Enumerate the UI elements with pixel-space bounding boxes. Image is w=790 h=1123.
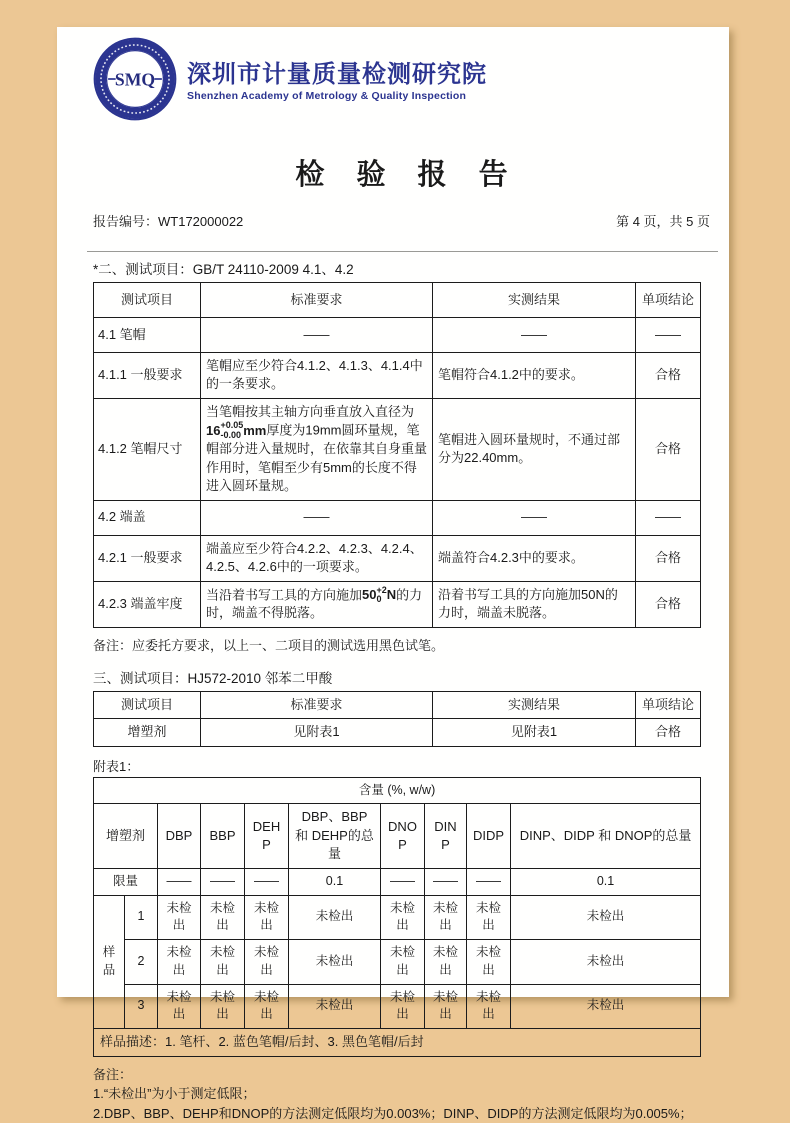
limit-value: —— (245, 868, 289, 895)
cell-result: 端盖符合4.2.3中的要求。 (433, 535, 636, 581)
report-meta (93, 211, 710, 230)
col-header-dehp: DEHP (245, 804, 289, 868)
tolerance-50n: 50 +2 0 N (362, 584, 397, 604)
sample-value: 未检出 (425, 940, 467, 985)
sample-value: 未检出 (381, 895, 425, 940)
cell-result: 笔帽符合4.1.2中的要求。 (433, 353, 636, 399)
footnote-1: 1.“未检出”为小于测定低限； (93, 1086, 256, 1102)
sample-description: 样品描述：1. 笔杆、2. 蓝色笔帽/后封、3. 黑色笔帽/后封 (94, 1029, 701, 1056)
org-name-cn: 深圳市计量质量检测研究院 (187, 60, 487, 88)
org-name-en: Shenzhen Academy of Metrology & Quality Inspection (187, 90, 467, 103)
cell-conclusion: 合格 (636, 535, 701, 581)
limit-value: —— (467, 868, 511, 895)
col-header-standard: 标准要求 (201, 691, 433, 718)
cell-result: —— (433, 318, 636, 353)
sample-value: 未检出 (467, 984, 511, 1029)
limit-value: —— (425, 868, 467, 895)
sample-row (94, 940, 701, 985)
table-row (94, 353, 701, 399)
cell-conclusion: —— (636, 500, 701, 535)
appendix-table (93, 777, 701, 1057)
col-header-didp: DIDP (467, 804, 511, 868)
cell-standard: —— (201, 318, 433, 353)
table-row (94, 398, 701, 500)
cell-result: 见附表1 (433, 719, 636, 746)
footnote-label: 备注： (93, 1066, 133, 1082)
appendix-label: 附表1： (93, 758, 140, 774)
footnotes (93, 1065, 710, 1123)
sample-value: 未检出 (245, 940, 289, 985)
table-row (94, 318, 701, 353)
section2-note: 备注：应委托方要求，以上一、二项目的测试选用黑色试笔。 (93, 637, 445, 653)
cell-item: 4.2 端盖 (94, 500, 201, 535)
limit-value: —— (158, 868, 201, 895)
col-header-dbp-bbp-dehp-sum: DBP、BBP 和 DEHP的总量 (289, 804, 381, 868)
sample-description-row (94, 1029, 701, 1056)
sample-value: 未检出 (511, 940, 701, 985)
col-header-conclusion: 单项结论 (636, 691, 701, 718)
footnote-2: 2.DBP、BBP、DEHP和DNOP的方法测定低限均为0.003%；DINP、DIDP的方法测定低限均为0.005%； (93, 1105, 693, 1121)
sample-value: 未检出 (381, 940, 425, 985)
col-header-standard: 标准要求 (201, 283, 433, 318)
cell-conclusion: —— (636, 318, 701, 353)
col-header-dnop: DNOP (381, 804, 425, 868)
separator-line (87, 251, 718, 252)
cell-item: 4.2.1 一般要求 (94, 535, 201, 581)
limit-value: —— (201, 868, 245, 895)
col-header-result: 实测结果 (433, 691, 636, 718)
cell-conclusion: 合格 (636, 719, 701, 746)
cell-standard: 当笔帽按其主轴方向垂直放入直径为16 +0.05 -0.00 mm厚度为19mm圆环量规，笔帽部分进入量规时，在依靠其自身重量作用时，笔帽至少有5mm的长度不得进入圆环量规。 (201, 398, 433, 500)
sample-value: 未检出 (158, 940, 201, 985)
limit-value: 0.1 (289, 868, 381, 895)
table-row (94, 581, 701, 627)
table-row (94, 500, 701, 535)
section3-heading: 三、测试项目：HJ572-2010 邻苯二甲酸 (93, 670, 333, 686)
cell-item: 4.1 笔帽 (94, 318, 201, 353)
limit-value: —— (381, 868, 425, 895)
sample-value: 未检出 (158, 895, 201, 940)
section2-heading: *二、测试项目：GB/T 24110-2009 4.1、4.2 (93, 262, 354, 277)
sample-group-label: 样品 (94, 895, 125, 1029)
sample-row (94, 984, 701, 1029)
test-table-hj572 (93, 691, 701, 747)
test-table-gbt24110 (93, 282, 701, 628)
sample-value: 未检出 (289, 940, 381, 985)
cell-standard: 端盖应至少符合4.2.2、4.2.3、4.2.4、4.2.5、4.2.6中的一项要求。 (201, 535, 433, 581)
svg-text:SMQ: SMQ (114, 69, 156, 90)
content-header: 含量 (%, w/w) (94, 777, 701, 804)
limit-row (94, 868, 701, 895)
cell-item: 4.1.2 笔帽尺寸 (94, 398, 201, 500)
sample-value: 未检出 (511, 984, 701, 1029)
sample-number: 3 (125, 984, 158, 1029)
col-header-dbp: DBP (158, 804, 201, 868)
cell-conclusion: 合格 (636, 398, 701, 500)
sample-value: 未检出 (289, 984, 381, 1029)
col-header-item: 测试项目 (94, 691, 201, 718)
sample-number: 1 (125, 895, 158, 940)
appendix-span-header-row (94, 777, 701, 804)
sample-value: 未检出 (201, 984, 245, 1029)
sample-value: 未检出 (425, 895, 467, 940)
report-number: 报告编号：WT172000022 (93, 214, 244, 229)
table-header-row (94, 283, 701, 318)
limit-label: 限量 (94, 868, 158, 895)
sample-value: 未检出 (467, 895, 511, 940)
col-header-result: 实测结果 (433, 283, 636, 318)
sample-value: 未检出 (289, 895, 381, 940)
col-header-dinp-didp-dnop-sum: DINP、DIDP 和 DNOP的总量 (511, 804, 701, 868)
sample-value: 未检出 (201, 895, 245, 940)
cell-result: 沿着书写工具的方向施加50N的力时，端盖未脱落。 (433, 581, 636, 627)
document-title: 检 验 报 告 (295, 159, 520, 191)
limit-value: 0.1 (511, 868, 701, 895)
col-header-bbp: BBP (201, 804, 245, 868)
cell-result: —— (433, 500, 636, 535)
cell-standard: 笔帽应至少符合4.1.2、4.1.3、4.1.4中的一条要求。 (201, 353, 433, 399)
sample-value: 未检出 (245, 895, 289, 940)
cell-standard: 当沿着书写工具的方向施加50 +2 0 N的力时，端盖不得脱落。 (201, 581, 433, 627)
tolerance-16mm: 16 +0.05 -0.00 mm (206, 420, 267, 440)
cell-result: 笔帽进入圆环量规时，不通过部分为22.40mm。 (433, 398, 636, 500)
report-header (93, 37, 710, 126)
smq-seal-icon (93, 37, 177, 126)
table-row (94, 719, 701, 746)
sample-value: 未检出 (467, 940, 511, 985)
org-title-block (187, 61, 487, 103)
table-row (94, 535, 701, 581)
col-header-dinp: DINP (425, 804, 467, 868)
table-header-row (94, 691, 701, 718)
page-indicator: 第 4 页，共 5 页 (616, 214, 710, 229)
cell-conclusion: 合格 (636, 353, 701, 399)
sample-row (94, 895, 701, 940)
sample-value: 未检出 (158, 984, 201, 1029)
cell-standard: 见附表1 (201, 719, 433, 746)
col-header-plasticizer: 增塑剂 (94, 804, 158, 868)
sample-number: 2 (125, 940, 158, 985)
sample-value: 未检出 (511, 895, 701, 940)
col-header-item: 测试项目 (94, 283, 201, 318)
sample-value: 未检出 (381, 984, 425, 1029)
cell-item: 4.2.3 端盖牢度 (94, 581, 201, 627)
cell-item: 增塑剂 (94, 719, 201, 746)
cell-conclusion: 合格 (636, 581, 701, 627)
sample-value: 未检出 (245, 984, 289, 1029)
cell-item: 4.1.1 一般要求 (94, 353, 201, 399)
appendix-column-header-row (94, 804, 701, 868)
report-page (57, 27, 729, 1121)
cell-standard: —— (201, 500, 433, 535)
sample-value: 未检出 (201, 940, 245, 985)
sample-value: 未检出 (425, 984, 467, 1029)
col-header-conclusion: 单项结论 (636, 283, 701, 318)
